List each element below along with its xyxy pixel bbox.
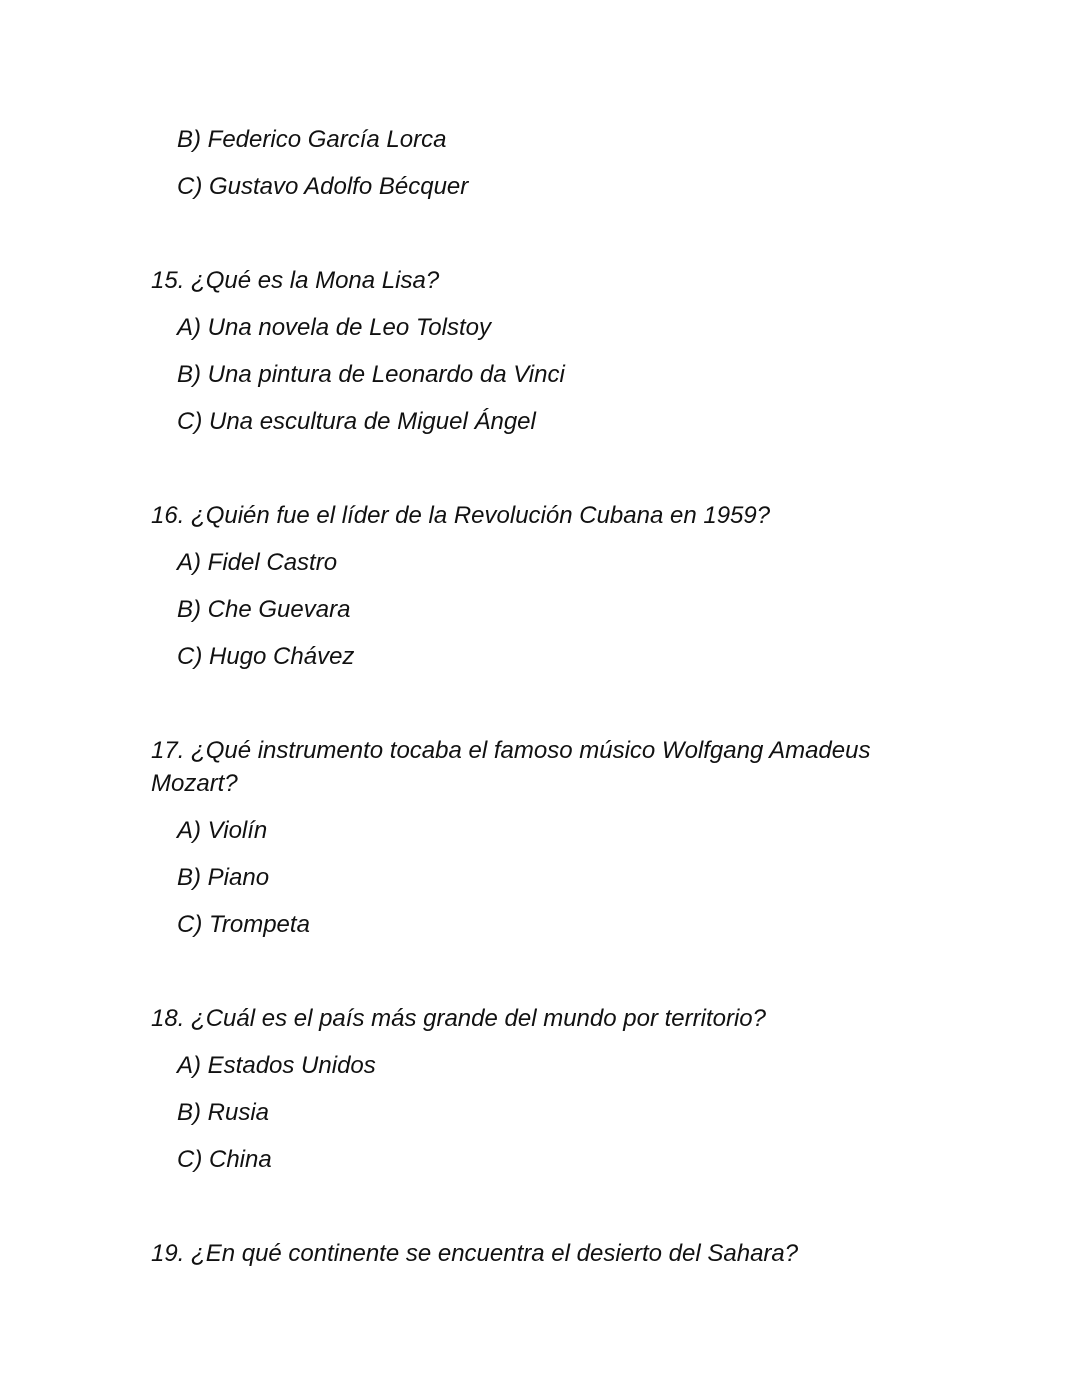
- option-14-c: C) Gustavo Adolfo Bécquer: [177, 173, 469, 200]
- option-15-a: A) Una novela de Leo Tolstoy: [177, 314, 491, 341]
- option-15-b: B) Una pintura de Leonardo da Vinci: [177, 361, 565, 388]
- option-14-b: B) Federico García Lorca: [177, 126, 447, 153]
- question-17-line2: Mozart?: [151, 770, 238, 797]
- option-18-b: B) Rusia: [177, 1099, 270, 1126]
- option-18-c: C) China: [177, 1146, 272, 1173]
- option-16-c: C) Hugo Chávez: [177, 643, 355, 670]
- option-17-b: B) Piano: [177, 864, 270, 891]
- option-16-b: B) Che Guevara: [177, 596, 351, 623]
- question-15: 15. ¿Qué es la Mona Lisa?: [151, 267, 440, 294]
- question-17-line1: 17. ¿Qué instrumento tocaba el famoso músico Wolfgang Amadeus: [151, 737, 871, 764]
- option-16-a: A) Fidel Castro: [177, 549, 338, 576]
- option-17-a: A) Violín: [177, 817, 268, 844]
- question-19: 19. ¿En qué continente se encuentra el desierto del Sahara?: [151, 1240, 799, 1267]
- question-16: 16. ¿Quién fue el líder de la Revolución Cubana en 1959?: [151, 502, 771, 529]
- question-18: 18. ¿Cuál es el país más grande del mundo por territorio?: [151, 1005, 766, 1032]
- option-17-c: C) Trompeta: [177, 911, 310, 938]
- option-15-c: C) Una escultura de Miguel Ángel: [177, 408, 536, 435]
- option-18-a: A) Estados Unidos: [177, 1052, 376, 1079]
